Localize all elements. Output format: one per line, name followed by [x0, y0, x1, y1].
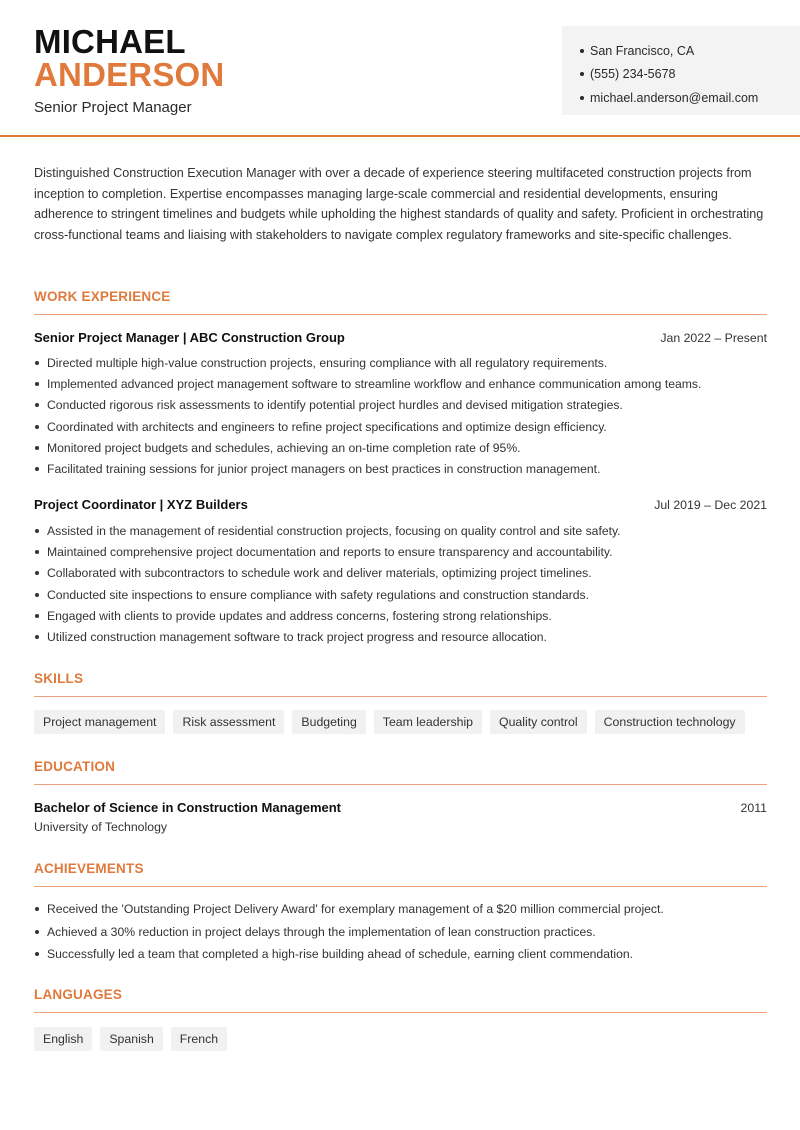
list-item: Directed multiple high-value construction projects, ensuring compliance with all regulatory requirements. [34, 355, 767, 376]
job-title: Project Coordinator | XYZ Builders [34, 497, 248, 512]
achievement-bullets [34, 901, 767, 969]
contact-text: San Francisco, CA [590, 43, 695, 58]
education-year: 2011 [740, 801, 767, 815]
bullet-icon [580, 96, 584, 100]
job-role: Senior Project Manager [34, 99, 192, 116]
list-item: Received the 'Outstanding Project Delivery Award' for exemplary management of a $20 million commercial project. [34, 901, 767, 924]
first-name: MICHAEL [34, 23, 186, 60]
job-bullets [34, 523, 767, 650]
section-title-achievements: ACHIEVEMENTS [34, 861, 767, 887]
contact-phone[interactable] [580, 63, 800, 87]
contact-box [562, 26, 800, 115]
list-item: Monitored project budgets and schedules, achieving an on-time completion rate of 95%. [34, 440, 767, 461]
contact-text: (555) 234-5678 [590, 67, 676, 82]
list-item: Assisted in the management of residential construction projects, focusing on quality control and site safety. [34, 523, 767, 544]
job-date: Jul 2019 – Dec 2021 [654, 498, 767, 512]
bullet-icon [580, 72, 584, 76]
list-item: Successfully led a team that completed a high-rise building ahead of schedule, earning client commendation. [34, 946, 767, 969]
resume-header [0, 0, 800, 137]
language-tag: English [34, 1027, 92, 1051]
contact-location [580, 39, 800, 63]
list-item: Facilitated training sessions for junior project managers on best practices in construction management. [34, 461, 767, 482]
job-bullets [34, 355, 767, 482]
section-title-skills: SKILLS [34, 671, 767, 697]
list-item: Conducted site inspections to ensure compliance with safety regulations and construction standards. [34, 587, 767, 608]
school-name: University of Technology [34, 820, 168, 834]
skill-tag: Budgeting [292, 710, 365, 734]
job-title: Senior Project Manager | ABC Construction Group [34, 330, 345, 345]
skill-tag: Construction technology [595, 710, 745, 734]
skill-tag: Risk assessment [173, 710, 284, 734]
bullet-icon [580, 49, 584, 53]
contact-text: michael.anderson@email.com [590, 90, 759, 105]
skill-tag: Team leadership [374, 710, 482, 734]
list-item: Implemented advanced project management software to streamline workflow and enhance communication among teams. [34, 376, 767, 397]
job-header [34, 330, 767, 345]
language-tag: Spanish [100, 1027, 162, 1051]
list-item: Maintained comprehensive project documentation and reports to ensure transparency and accountability. [34, 544, 767, 565]
list-item: Achieved a 30% reduction in project delays through the implementation of lean construction practices. [34, 924, 767, 947]
job-date: Jan 2022 – Present [660, 331, 767, 345]
list-item: Conducted rigorous risk assessments to identify potential project hurdles and devised mitigation strategies. [34, 397, 767, 418]
list-item: Utilized construction management software to track project progress and resource allocation. [34, 629, 767, 650]
skills-tags [34, 710, 745, 734]
section-title-education: EDUCATION [34, 759, 767, 785]
language-tags [34, 1027, 227, 1051]
degree-title: Bachelor of Science in Construction Management [34, 800, 341, 815]
section-title-work: WORK EXPERIENCE [34, 289, 767, 315]
list-item: Coordinated with architects and engineers to refine project specifications and optimize design efficiency. [34, 419, 767, 440]
skill-tag: Project management [34, 710, 165, 734]
list-item: Engaged with clients to provide updates and address concerns, fostering strong relationships. [34, 608, 767, 629]
section-title-languages: LANGUAGES [34, 987, 767, 1013]
contact-email[interactable] [580, 86, 800, 110]
education-header [34, 800, 767, 815]
list-item: Collaborated with subcontractors to schedule work and deliver materials, optimizing project timelines. [34, 565, 767, 586]
summary-paragraph: Distinguished Construction Execution Manager with over a decade of experience steering multifaceted construction projects from inception to completion. Expertise encompasses managing large-scale commercial and residential developments, ensuring adherence to stringent timelines and budgets while upholding the highest standards of quality and safety. Proficient in orchestrating cross-functional teams and liaising with stakeholders to navigate complex regulatory frameworks and site-specific challenges. [34, 166, 764, 242]
job-header [34, 497, 767, 512]
language-tag: French [171, 1027, 227, 1051]
skill-tag: Quality control [490, 710, 587, 734]
last-name: ANDERSON [34, 56, 225, 93]
